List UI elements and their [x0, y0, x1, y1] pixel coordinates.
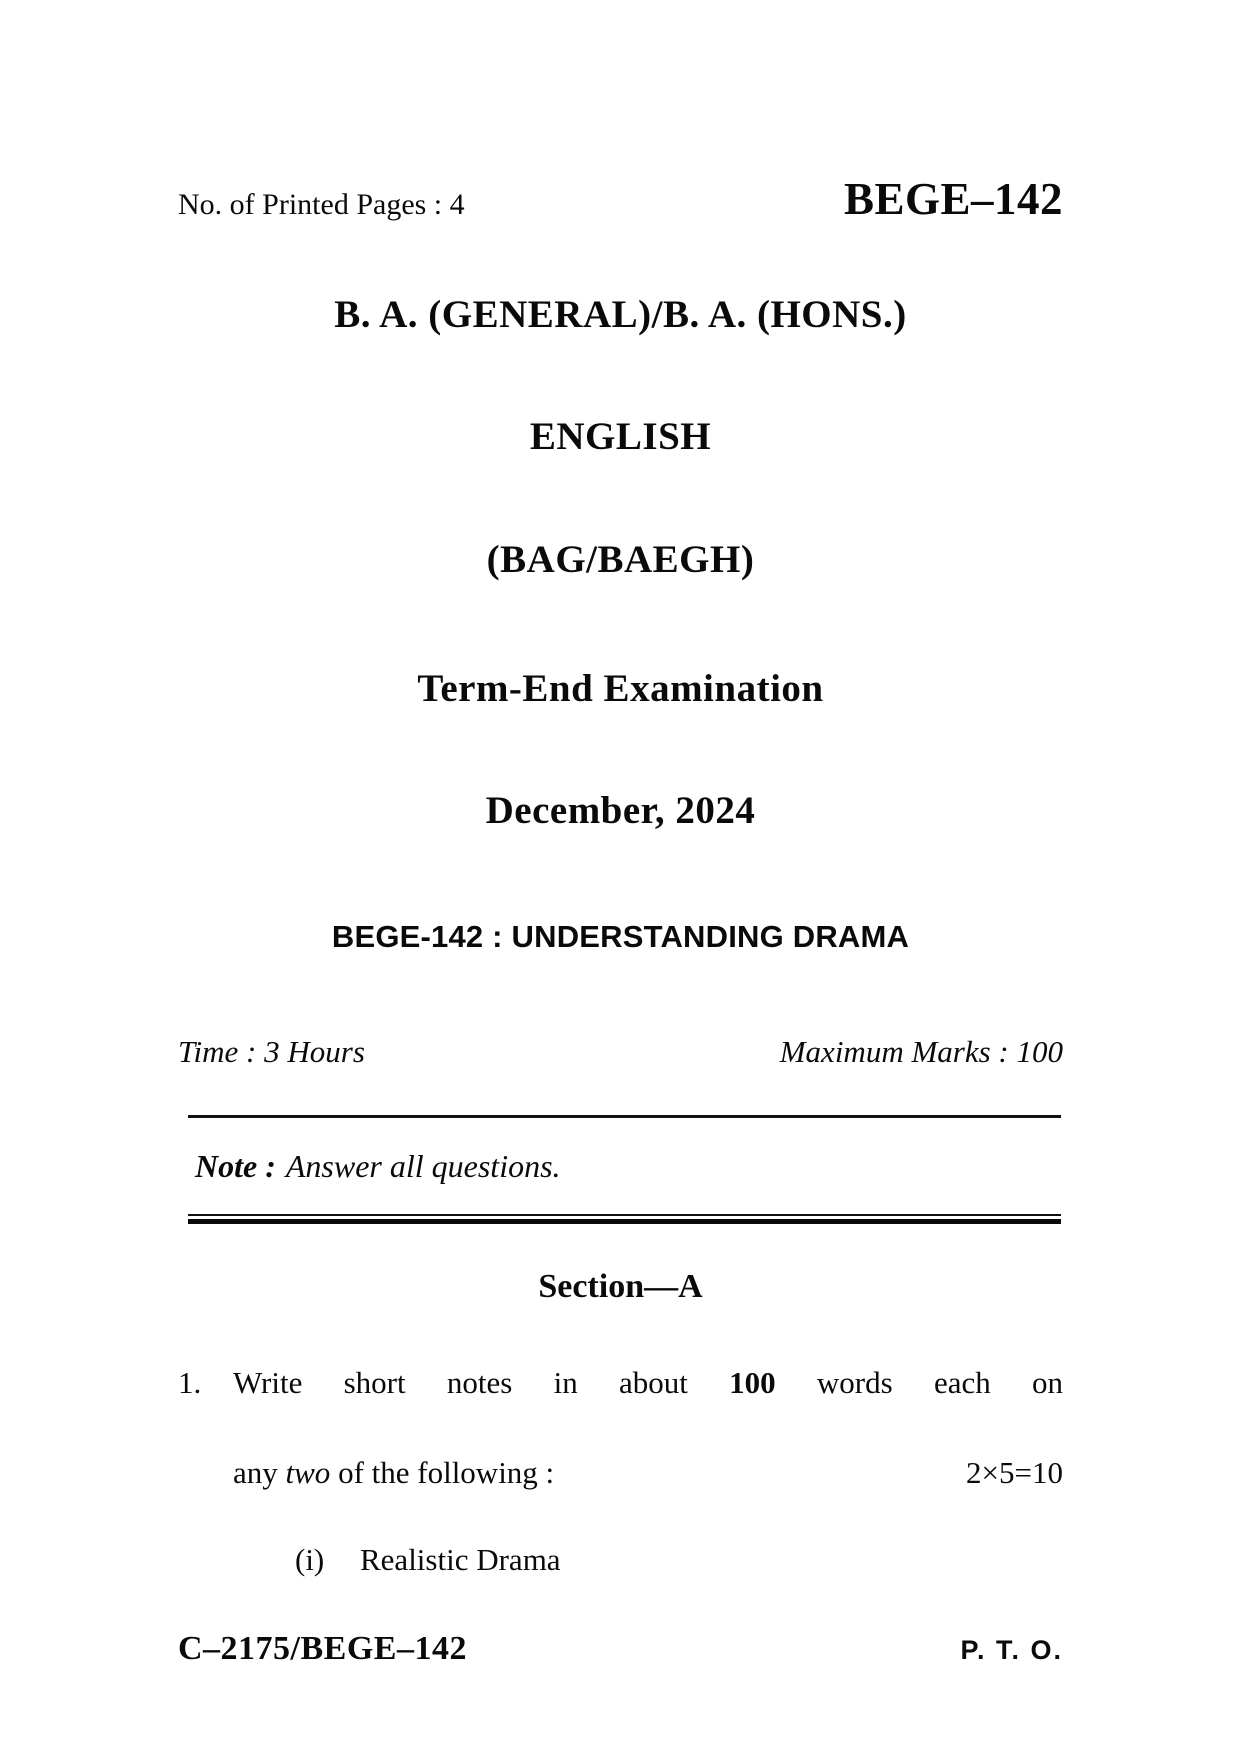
- printed-pages-text: No. of Printed Pages : 4: [178, 188, 465, 221]
- note-line: [195, 1148, 1063, 1185]
- time-allowed: Time : 3 Hours: [178, 1034, 365, 1069]
- rule-above-note: [188, 1115, 1061, 1118]
- question-1-line-2: [233, 1455, 1063, 1491]
- footer-pto: P. T. O.: [960, 1635, 1063, 1665]
- question-text-line-1: [233, 1365, 1063, 1401]
- maximum-marks: Maximum Marks : 100: [779, 1034, 1063, 1069]
- question-line2-pre: any: [233, 1455, 278, 1490]
- question-number: 1.: [178, 1365, 202, 1400]
- paper-code: BEGE–142: [843, 174, 1063, 224]
- page-header: [178, 173, 1063, 225]
- question-marks: 2×5=10: [966, 1455, 1063, 1490]
- question-word-count: 100: [729, 1365, 776, 1400]
- exam-meta: [178, 1034, 1063, 1070]
- page-footer: [178, 1630, 1063, 1668]
- question-line2-post: of the following :: [338, 1455, 555, 1490]
- question-1-item-i: [295, 1542, 1063, 1578]
- question-text-pre: Write short notes in about: [233, 1365, 688, 1400]
- title-session: December, 2024: [485, 789, 756, 832]
- question-line2-emphasis: two: [285, 1455, 331, 1490]
- title-scheme: (BAG/BAEGH): [486, 538, 755, 581]
- question-text-post: words each on: [816, 1365, 1064, 1400]
- note-text: Answer all questions.: [285, 1148, 561, 1184]
- note-label: Note :: [195, 1148, 276, 1184]
- question-1-line-1: [178, 1365, 1063, 1401]
- section-heading: Section—A: [538, 1268, 703, 1305]
- item-text: Realistic Drama: [360, 1542, 561, 1577]
- title-subject: ENGLISH: [529, 415, 712, 458]
- title-exam: Term-End Examination: [417, 667, 824, 710]
- rule-below-note: [188, 1214, 1061, 1224]
- question-text-line-2: [233, 1455, 554, 1491]
- title-program: B. A. (GENERAL)/B. A. (HONS.): [334, 293, 907, 336]
- title-course: BEGE-142 : UNDERSTANDING DRAMA: [331, 919, 910, 954]
- footer-paper-reference: C–2175/BEGE–142: [178, 1630, 467, 1667]
- item-label: (i): [295, 1542, 325, 1577]
- rule-thick-line: [188, 1219, 1061, 1224]
